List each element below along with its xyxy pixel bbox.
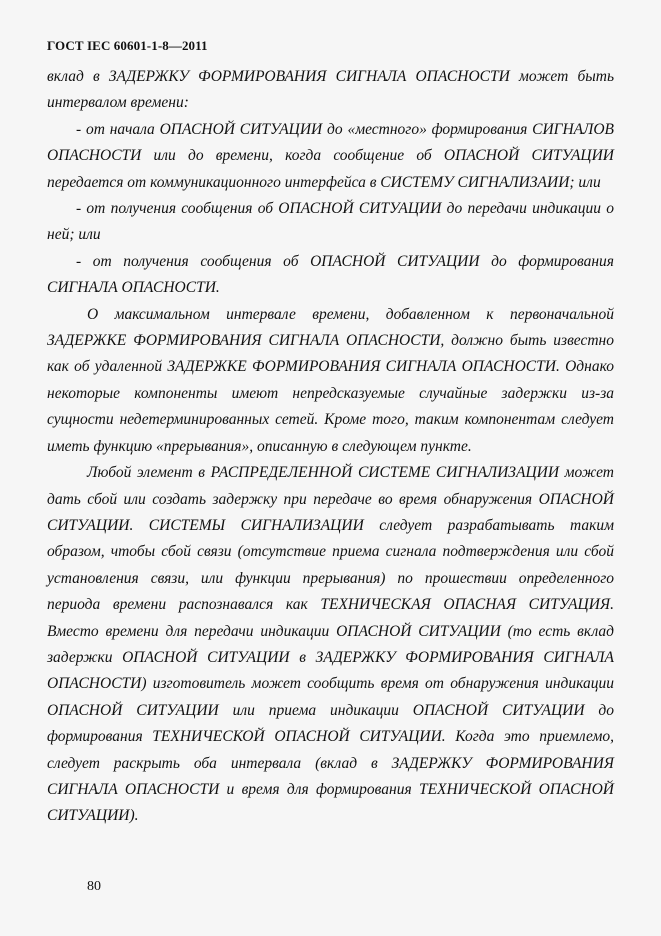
- text-line: - от получения сообщения об ОПАСНОЙ СИТУАЦИИ до формирования: [76, 252, 614, 270]
- text-line: установления связи, или функции прерывания) по прошествии определенного: [47, 569, 614, 587]
- page-number: 80: [87, 879, 101, 894]
- body-text: [47, 64, 614, 830]
- text-line: О максимальном интервале времени, добавленном к первоначальной: [87, 305, 614, 323]
- text-line: СИТУАЦИИ. СИСТЕМЫ СИГНАЛИЗАЦИИ следует разрабатывать таким: [47, 516, 614, 534]
- text-line: формирования ТЕХНИЧЕСКОЙ ОПАСНОЙ СИТУАЦИИ. Когда это приемлемо,: [47, 728, 614, 746]
- text-line: ней; или: [47, 226, 101, 244]
- text-line: - от получения сообщения об ОПАСНОЙ СИТУАЦИИ до передачи индикации о: [76, 200, 614, 218]
- text-line: образом, чтобы сбой связи (отсутствие приема сигнала подтверждения или сбой: [47, 543, 614, 561]
- text-line: - от начала ОПАСНОЙ СИТУАЦИИ до «местного» формирования СИГНАЛОВ: [76, 120, 614, 138]
- text-line: некоторые компоненты имеют непредсказуемые случайные задержки из-за: [47, 384, 614, 402]
- text-line: СИГНАЛА ОПАСНОСТИ и время для формирования ТЕХНИЧЕСКОЙ ОПАСНОЙ: [47, 780, 614, 798]
- text-line: иметь функцию «прерывания», описанную в следующем пункте.: [47, 437, 472, 455]
- document-header: ГОСТ IEC 60601-1-8—2011: [47, 38, 208, 53]
- text-line: передается от коммуникационного интерфейса в СИСТЕМУ СИГНАЛИЗАИИ; или: [47, 173, 601, 191]
- text-line: периода времени распознавался как ТЕХНИЧЕСКАЯ ОПАСНАЯ СИТУАЦИЯ.: [47, 596, 614, 614]
- text-line: Любой элемент в РАСПРЕДЕЛЕННОЙ СИСТЕМЕ СИГНАЛИЗАЦИИ может: [87, 464, 614, 482]
- text-line: ОПАСНОСТИ) изготовитель может сообщить время от обнаружения индикации: [47, 675, 614, 693]
- text-line: ЗАДЕРЖКЕ ФОРМИРОВАНИЯ СИГНАЛА ОПАСНОСТИ, должно быть известно: [47, 332, 614, 350]
- text-line: как об удаленной ЗАДЕРЖКЕ ФОРМИРОВАНИЯ СИГНАЛА ОПАСНОСТИ. Однако: [47, 358, 614, 376]
- text-line: дать сбой или создать задержку при передаче во время обнаружения ОПАСНОЙ: [47, 490, 614, 508]
- text-line: ОПАСНОСТИ или до времени, когда сообщение об ОПАСНОЙ СИТУАЦИИ: [47, 147, 614, 165]
- text-line: задержки ОПАСНОЙ СИТУАЦИИ в ЗАДЕРЖКУ ФОРМИРОВАНИЯ СИГНАЛА: [47, 648, 614, 666]
- text-line: сущности недетерминированных сетей. Кроме того, таким компонентам следует: [47, 411, 614, 429]
- text-line: следует раскрыть оба интервала (вклад в ЗАДЕРЖКУ ФОРМИРОВАНИЯ: [47, 754, 614, 772]
- text-line: Вместо времени для передачи индикации ОПАСНОЙ СИТУАЦИИ (то есть вклад: [47, 622, 614, 640]
- text-line: СИТУАЦИИ).: [47, 807, 139, 825]
- text-line: ОПАСНОЙ СИТУАЦИИ или приема индикации ОПАСНОЙ СИТУАЦИИ до: [47, 701, 614, 719]
- text-line: интервалом времени:: [47, 94, 189, 112]
- text-line: СИГНАЛА ОПАСНОСТИ.: [47, 279, 220, 297]
- text-line: вклад в ЗАДЕРЖКУ ФОРМИРОВАНИЯ СИГНАЛА ОПАСНОСТИ может быть: [47, 68, 614, 85]
